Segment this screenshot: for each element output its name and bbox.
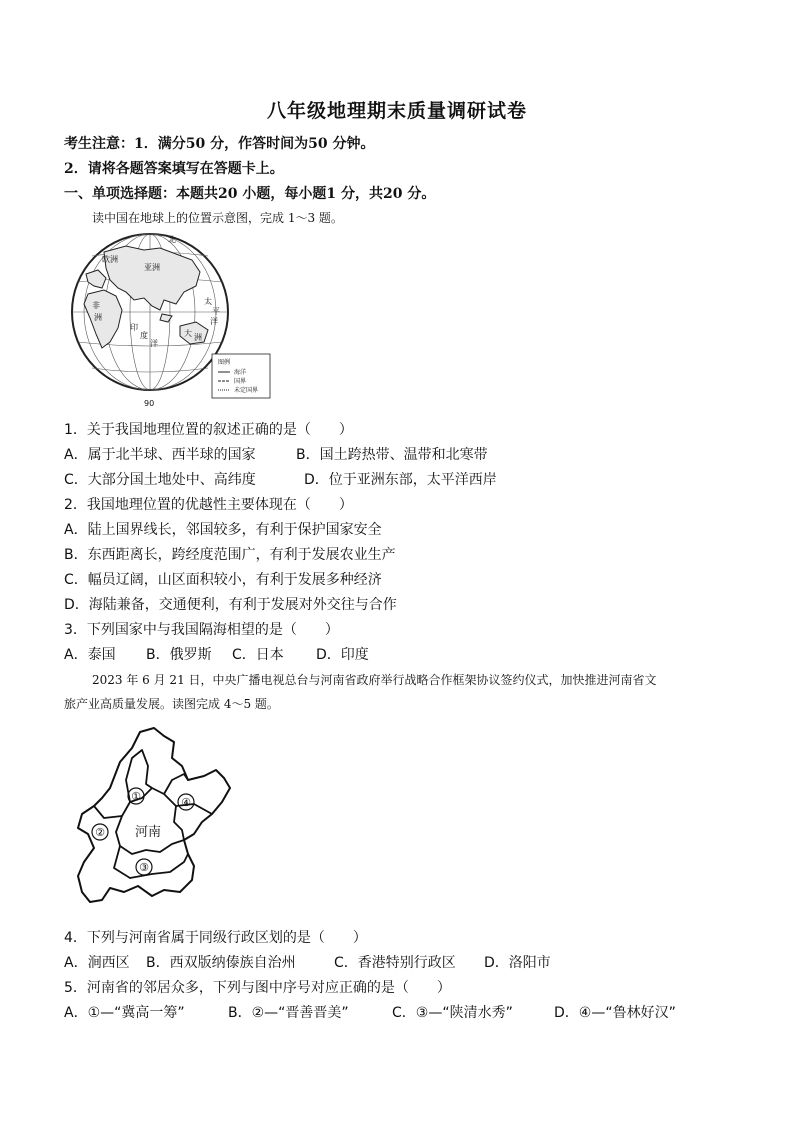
- svg-text:欧洲: 欧洲: [102, 255, 118, 264]
- intro-text-1: 读中国在地球上的位置示意图，完成 1～3 题。: [92, 211, 343, 225]
- svg-text:90: 90: [144, 399, 155, 408]
- svg-text:图例: 图例: [218, 359, 231, 366]
- page-title: 八年级地理期末质量调研试卷: [266, 100, 527, 122]
- intro-text-2-line-2: 旅产业高质量发展。读图完成 4～5 题。: [64, 697, 279, 711]
- question-3-option-c: C．日本: [232, 647, 284, 663]
- svg-text:非: 非: [92, 301, 100, 310]
- svg-text:平: 平: [212, 307, 220, 316]
- question-4-option-c: C．香港特别行政区: [334, 955, 456, 971]
- svg-text:未定国界: 未定国界: [234, 387, 259, 394]
- svg-text:洲: 洲: [194, 333, 202, 342]
- question-1-option-c: C．大部分国土地处中、高纬度: [64, 472, 256, 488]
- question-4-stem: 4．下列与河南省属于同级行政区划的是（ ）: [64, 930, 367, 946]
- question-2-stem: 2．我国地理位置的优越性主要体现在（ ）: [64, 497, 353, 513]
- svg-text:亚洲: 亚洲: [144, 263, 160, 272]
- question-3-option-a: A．泰国: [64, 647, 116, 663]
- svg-text:印: 印: [130, 323, 138, 332]
- question-5-option-c: C．③—“陕清水秀”: [392, 1005, 513, 1021]
- question-3-stem: 3．下列国家中与我国隔海相望的是（ ）: [64, 622, 339, 638]
- svg-text:洋: 洋: [210, 317, 218, 326]
- svg-text:大: 大: [184, 329, 192, 338]
- svg-text:河南: 河南: [134, 825, 162, 840]
- question-4-option-a: A．涧西区: [64, 955, 130, 971]
- svg-text:国界: 国界: [234, 378, 247, 385]
- svg-text:洲: 洲: [94, 313, 102, 322]
- svg-text:③: ③: [139, 861, 149, 874]
- question-3-option-b: B．俄罗斯: [146, 647, 212, 663]
- svg-text:②: ②: [95, 826, 105, 839]
- question-1-option-a: A．属于北半球、西半球的国家: [64, 447, 256, 463]
- question-1-stem: 1．关于我国地理位置的叙述正确的是（ ）: [64, 422, 353, 438]
- question-5-stem: 5．河南省的邻居众多，下列与图中序号对应正确的是（ ）: [64, 980, 451, 996]
- question-3-option-d: D．印度: [316, 647, 369, 663]
- notice-line-2: 2．请将各题答案填写在答题卡上。: [64, 161, 284, 177]
- question-2-option-a: A．陆上国界线长，邻国较多，有利于保护国家安全: [64, 522, 382, 538]
- question-2-option-b: B．东西距离长，跨经度范围广，有利于发展农业生产: [64, 547, 396, 563]
- question-1-option-d: D．位于亚洲东部，太平洋西岸: [304, 472, 497, 488]
- svg-text:①: ①: [131, 790, 141, 803]
- svg-text:海洋: 海洋: [234, 369, 247, 376]
- globe-map: [64, 230, 274, 410]
- section-heading: 一、单项选择题：本题共20 小题，每小题1 分，共20 分。: [64, 186, 436, 202]
- henan-map: [64, 722, 244, 906]
- question-5-option-a: A．①—“冀高一筹”: [64, 1005, 185, 1021]
- intro-text-2-line-1: 2023 年 6 月 21 日，中央广播电视总台与河南省政府举行战略合作框架协议签约仪式，加快推进河南省文: [92, 673, 657, 687]
- question-1-option-b: B．国土跨热带、温带和北寒带: [296, 447, 488, 463]
- notice-line-1: 考生注意：1．满分50 分，作答时间为50 分钟。: [64, 136, 375, 152]
- svg-text:北: 北: [168, 235, 176, 244]
- question-5-option-b: B．②—“晋善晋美”: [228, 1005, 349, 1021]
- question-2-option-d: D．海陆兼备，交通便利，有利于发展对外交往与合作: [64, 597, 397, 613]
- svg-text:④: ④: [181, 796, 191, 809]
- globe-legend: [212, 354, 270, 398]
- svg-text:度: 度: [140, 331, 148, 340]
- svg-text:洋: 洋: [150, 339, 158, 348]
- svg-text:太: 太: [204, 297, 212, 306]
- question-2-option-c: C．幅员辽阔，山区面积较小，有利于发展多种经济: [64, 572, 382, 588]
- question-4-option-b: B．西双版纳傣族自治州: [146, 955, 296, 971]
- question-4-option-d: D．洛阳市: [484, 955, 551, 971]
- question-5-option-d: D．④—“鲁林好汉”: [554, 1005, 676, 1021]
